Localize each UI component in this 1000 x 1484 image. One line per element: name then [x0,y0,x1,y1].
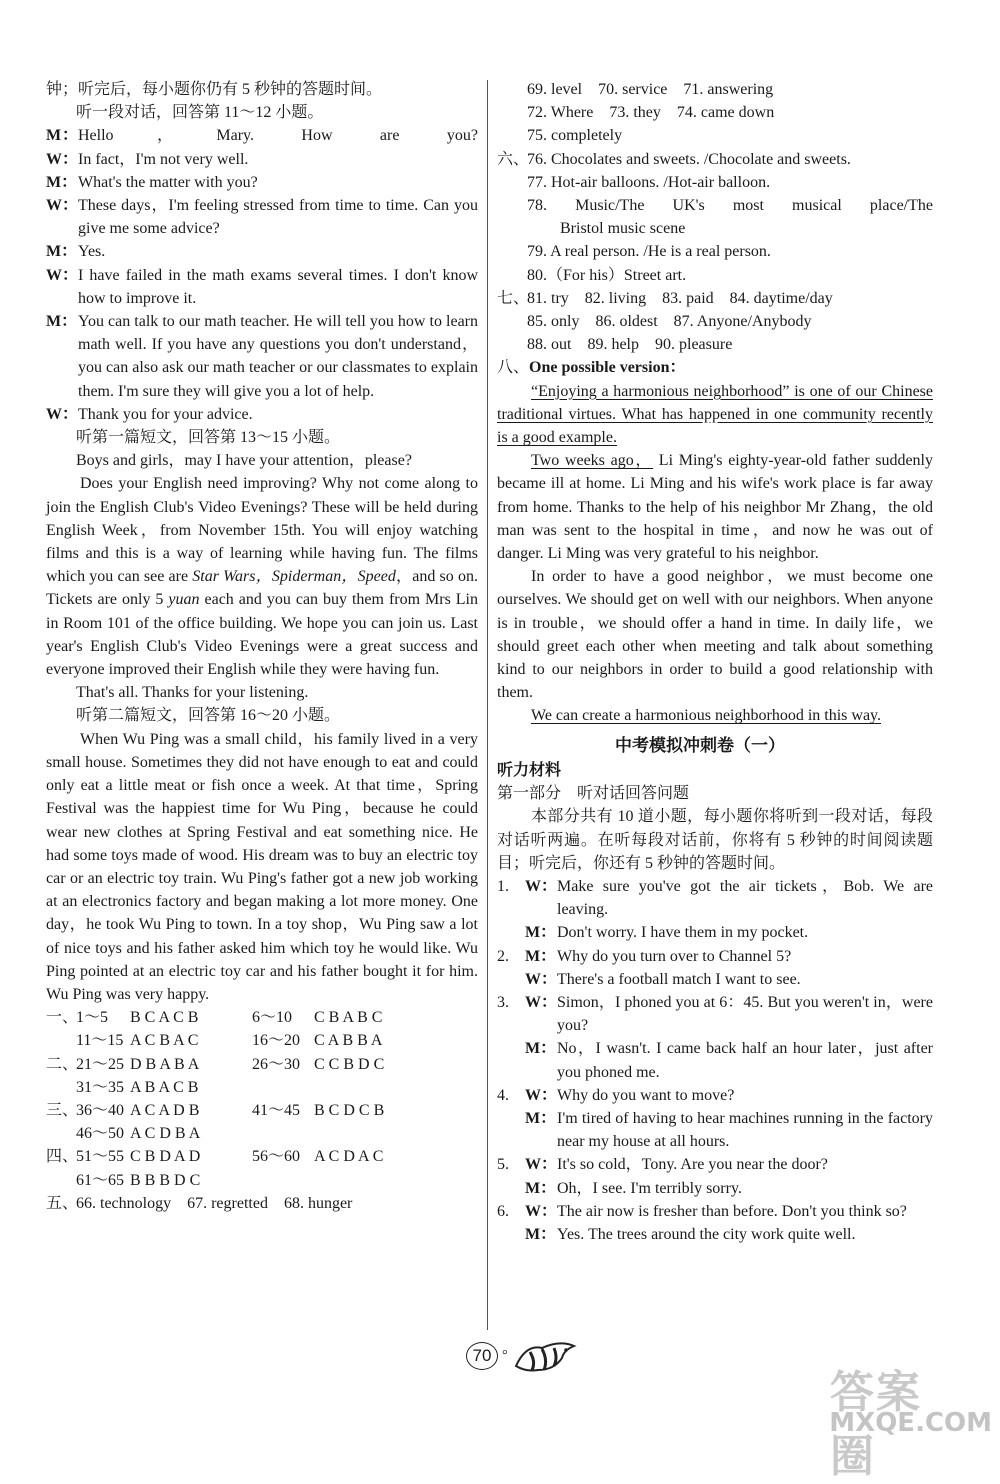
dialog-line: W：I have failed in the math exams several times. I don't know how to improve it. [46,266,478,307]
question-line: 4. W：Why do you want to move? [497,1086,735,1104]
answer-row: 61～65 B B B D C [76,1171,201,1189]
exam-title: 中考模拟冲刺卷（一） [615,735,785,755]
answer-line: 69. level 70. service 71. answering [527,81,774,98]
question-line: M：Oh，I see. I'm terribly sorry. [525,1179,742,1197]
answer-line: 77. Hot-air balloons. /Hot-air balloon. [527,173,771,191]
answer-line: 79. A real person. /He is a real person. [527,243,771,261]
answer-line: 72. Where 73. they 74. came down [527,104,775,122]
page-number: 70 [466,1342,498,1370]
answer-line: 七、81. try 82. living 83. paid 84. daytime/day [497,289,833,307]
question-line: M：Yes. The trees around the city work quite well. [525,1225,856,1243]
question-list [497,875,933,1246]
page-footer [466,1336,582,1376]
essay-paragraph: “Enjoying a harmonious neighborhood” is one of our Chinese traditional virtues. What has happened in one community recently is a good example. [497,382,933,447]
question-line: 6. W：The air now is fresher than before. Don't you think so? [497,1202,907,1220]
question-line: M：No，I wasn't. I came back half an hour later，just after you phoned me. [525,1040,933,1081]
answer-row: 31～35 A B A C B [76,1078,199,1096]
section-8-heading: 八、One possible version： [497,359,686,377]
fish-decoration-icon [512,1336,582,1376]
part1-instructions: 本部分共有 10 道小题，每小题你将听到一段对话，每段对话听两遍。在听每段对话前，你将有 5 秒钟的时间阅读题目；听完后，你还有 5 秒钟的答题时间。 [497,808,933,872]
answer-row: 三、 36～40 A C A D B 41～45 B C D C B [46,1101,385,1119]
question-line: W：There's a football match I want to see. [525,970,801,988]
right-column [497,78,933,1246]
answer-line: Bristol music scene [560,220,686,238]
watermark-text: 答案圈 [830,1367,922,1482]
dialog-line: W：In fact，I'm not very well. [46,150,249,168]
dialog-line: M：Yes. [46,243,106,261]
passage1-heading: 听第一篇短文，回答第 13～15 小题。 [76,429,341,447]
dialog [46,124,478,426]
watermark-url: MXQE.COM [829,1408,992,1438]
dialog-heading: 听一段对话，回答第 11～12 小题。 [76,104,324,122]
left-column [46,78,478,1215]
currency: yuan [168,591,200,609]
answer-line: 88. out 89. help 90. pleasure [527,336,733,354]
dialog-line: M：You can talk to our math teacher. He will tell you how to learn math well. If you have any questions you don't understand，you can also ask our math teacher or our classmates to explain them. I'm sure they will give you a lot of help. [46,313,478,400]
answer-line: 六、76. Chocolates and sweets. /Chocolate and sweets. [497,150,851,168]
intro-line: 钟；听完后，每小题你仍有 5 秒钟的答题时间。 [46,81,383,98]
question-line: 1. W：Make sure you've got the air tickets，Bob. We are leaving. [497,877,933,919]
footer-dot: ° [502,1348,508,1363]
passage1-greeting: Boys and girls，may I have your attention，please? [76,452,412,470]
answer-row: 四、 51～55 C B D A D 56～60 A C D A C [46,1148,384,1166]
part1-title: 第一部分 听对话回答问题 [497,785,690,803]
watermark [829,1354,1000,1482]
dialog-line: W：These days，I'm feeling stressed from time to time. Can you give me some advice? [46,197,478,238]
answer-row: 46～50 A C D B A [76,1125,201,1143]
listening-title: 听力材料 [497,761,562,779]
essay-paragraph: In order to have a good neighbor，we must become one ourselves. We should get on well with our neighbors. When anyone is in trouble，we should offer a hand in time. In daily life，we should greet each other when meeting and talk about something kind to our neighbors in order to build a good relationship with them. [497,568,933,702]
essay-paragraph: Two weeks ago， Li Ming's eighty-year-old father suddenly became ill at home. Li Ming and his wife's work place is far away from home. Thanks to the help of his neighbor Mr Zhang，the old man was sent to the hospital in time，and now he was out of danger. Li Ming was very grateful to his neighbor. [497,452,933,563]
question-line: M：I'm tired of having to hear machines running in the factory near my house at all hours. [525,1109,933,1151]
passage1-end: That's all. Thanks for your listening. [76,684,309,702]
passage2-body: When Wu Ping was a small child，his family lived in a very small house. Sometimes they did not have enough to eat and could only eat a little meat or fish once a week. At that time，Spring Festival was the happiest time for Wu Ping，because he could wear new clothes at Spring Festival and eat something nice. He had some toys made of wood. His dream was to buy an electric toy car or an electric toy train. Wu Ping's father got a new job working at an electronics factory and began making a lot more money. One day，he took Wu Ping to town. In a toy shop，Wu Ping saw a lot of nice toys and his father asked him which toy he would like. Wu Ping pointed at an electric toy car and his father bought it for him. Wu Ping was very happy. [46,730,478,1003]
dialog-line: M：What's the matter with you? [46,173,258,191]
answer-line: 85. only 86. oldest 87. Anyone/Anybody [527,313,812,331]
answer-row: 11～15 A C B A C 16～20 C A B B A [76,1032,383,1050]
answer-line: 75. completely [527,127,623,145]
question-line: 5. W：It's so cold，Tony. Are you near the door? [497,1156,828,1174]
dialog-line: W：Thank you for your advice. [46,405,253,423]
essay-paragraph: We can create a harmonious neighborhood in this way. [531,707,882,725]
film-titles: Star Wars，Spiderman，Speed [192,568,396,586]
answer-line: 78. Music/The UK's most musical place/The [527,197,933,215]
answer-row: 五、 66. technology 67. regretted 68. hunger [46,1194,353,1212]
answer-line: 80.（For his）Street art. [527,266,687,284]
question-line: 2. M：Why do you turn over to Channel 5? [497,947,792,965]
passage1-body: Does your English need improving? Why not come along to join the English Club's Video Evenings? These will be held during English Week，from November 15th. You will enjoy watching films and this is a way of learning while having fun. The films which you can see are Star Wars，Spiderman，Speed，and so on. Tickets are only 5 yuan each and you can buy them from Mrs Lin in Room 101 of the office building. We hope you can join us. Last year's English Club's Video Evenings were a great success and everyone improved their English while they were having fun. [46,475,479,679]
question-line: M：Don't worry. I have them in my pocket. [525,924,809,942]
answer-row: 一、 1～5 B C A C B 6～10 C B A B C [46,1009,383,1027]
answer-row: 二、 21～25 D B A B A 26～30 C C B D C [46,1055,385,1073]
answer-key [46,1006,478,1215]
column-divider [487,80,488,1330]
passage2-heading: 听第二篇短文，回答第 16～20 小题。 [76,707,341,725]
question-line: 3. W：Simon，I phoned you at 6：45. But you weren't in，were you? [497,993,933,1035]
dialog-line: M：Hello，Mary. How are you? [46,127,478,145]
